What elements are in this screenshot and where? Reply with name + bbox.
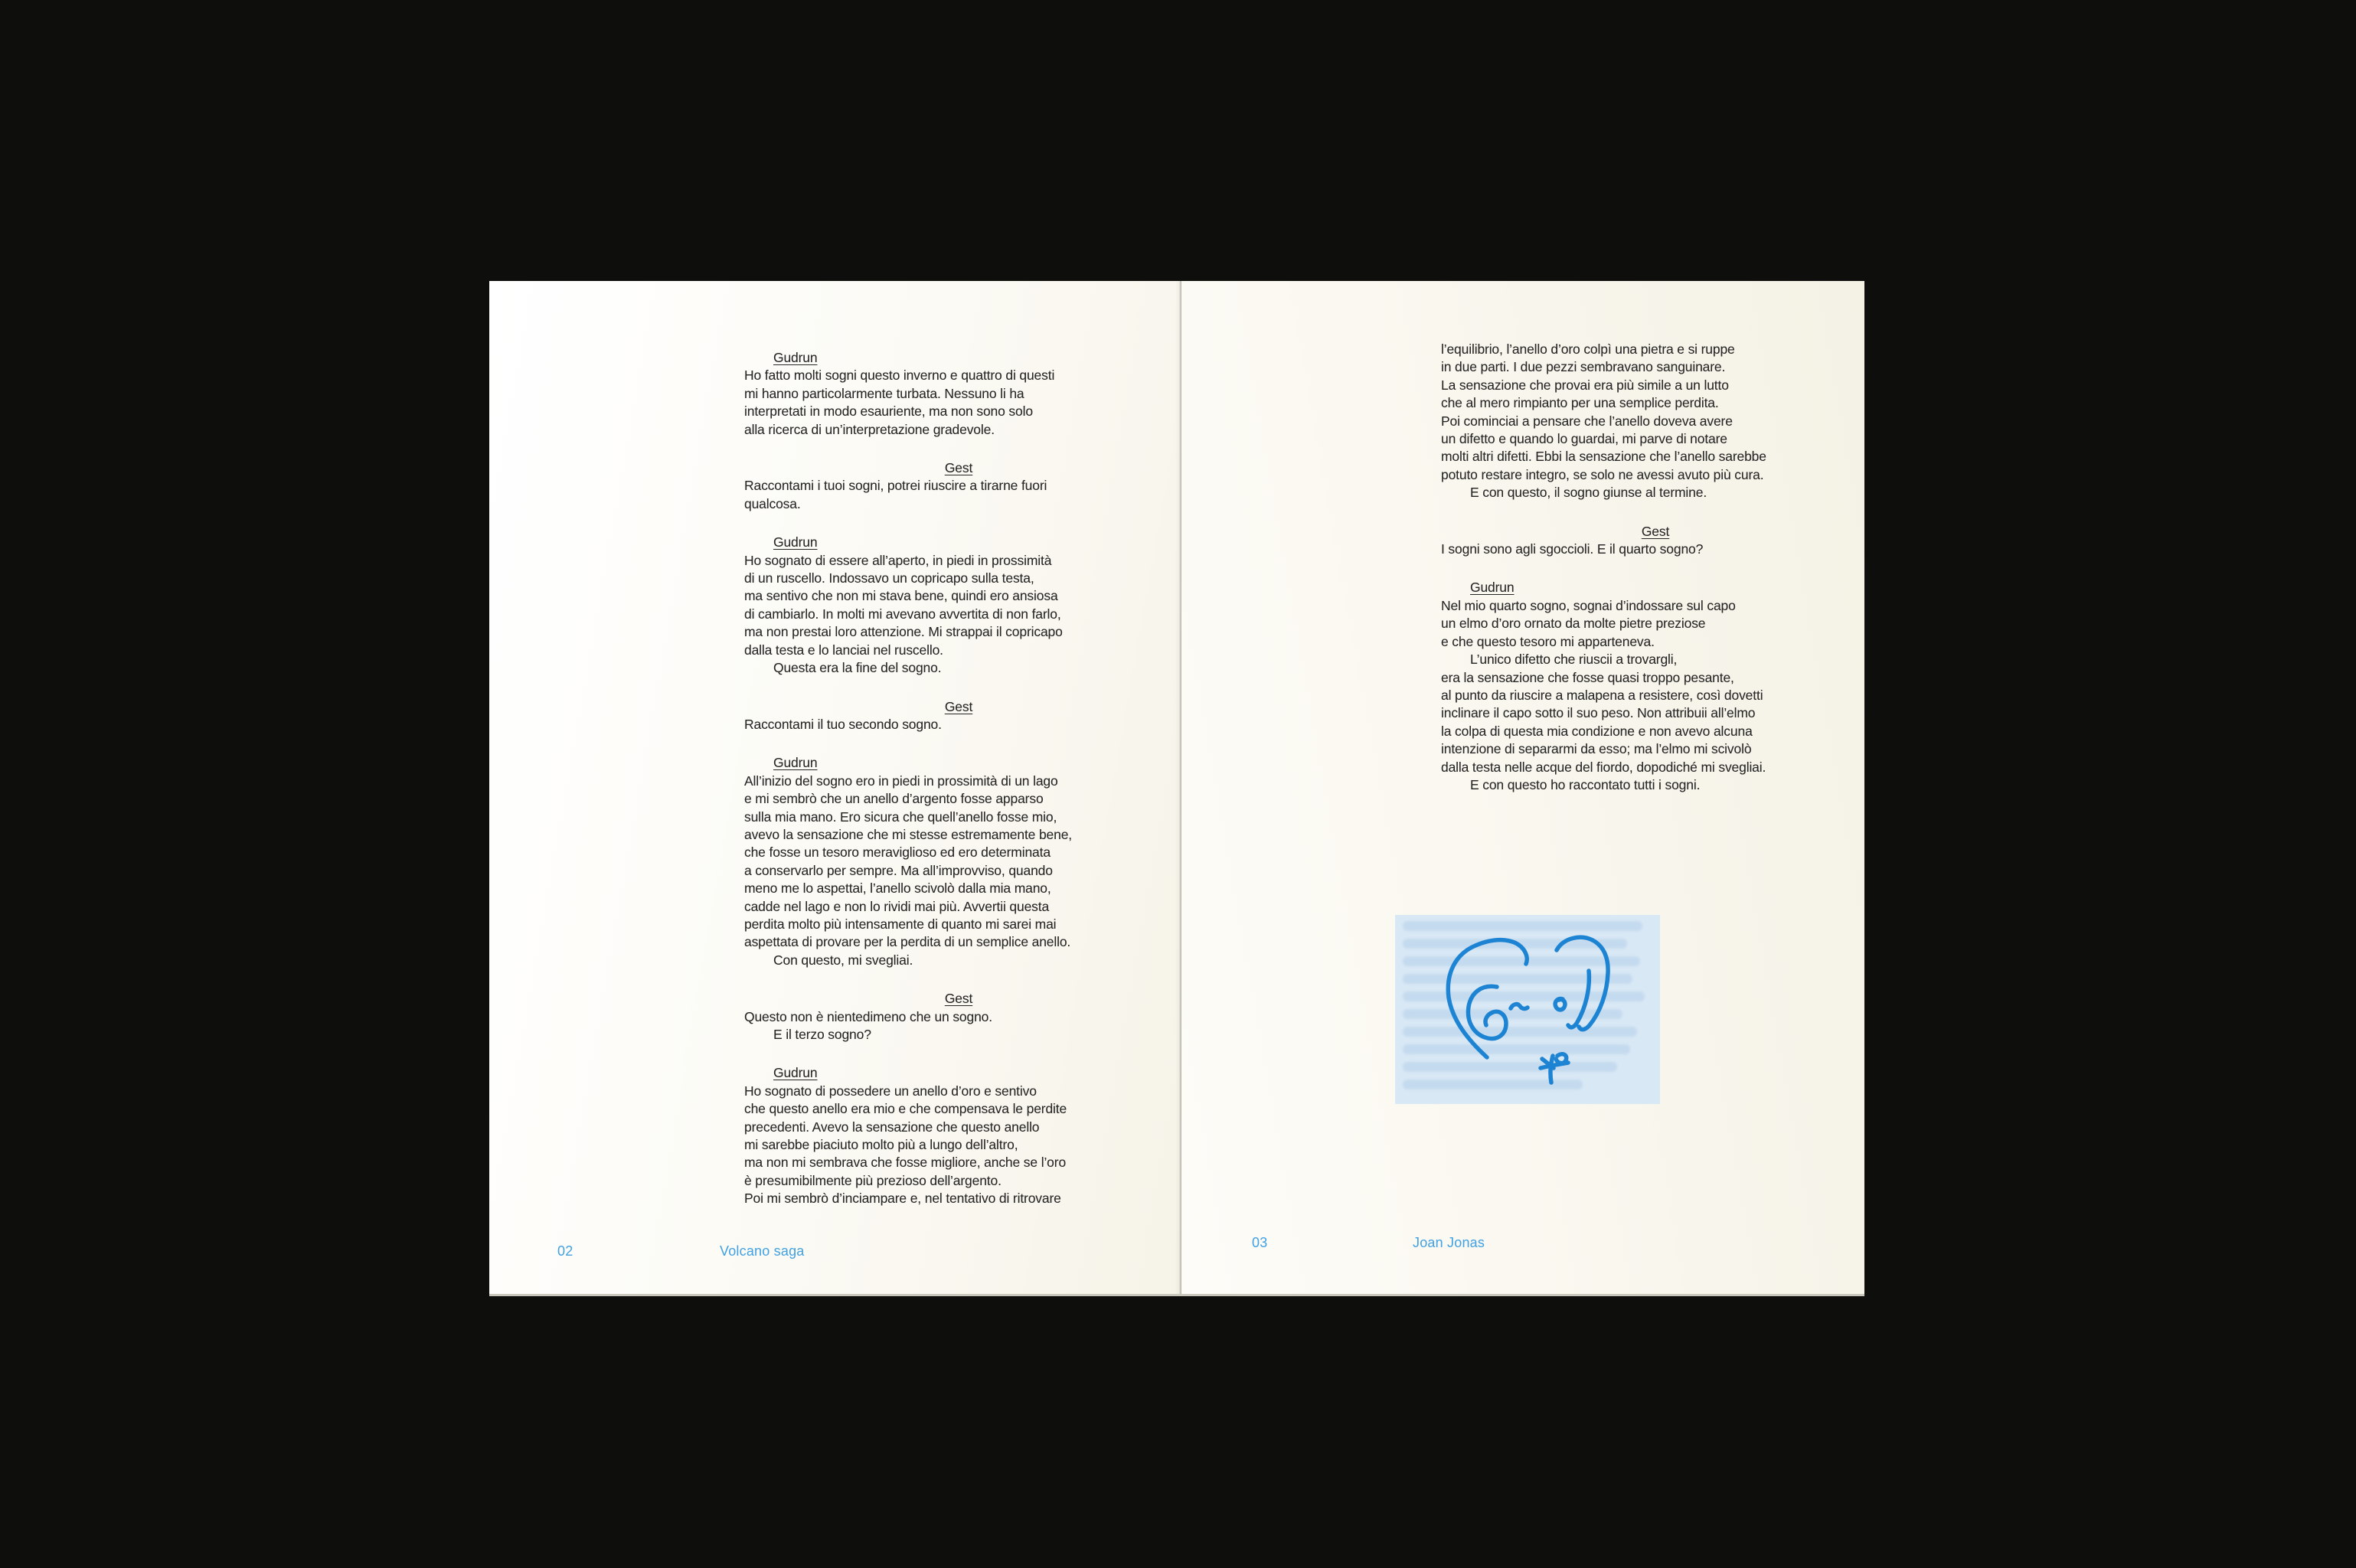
script-line: meno me lo aspettai, l’anello scivolò dalla mia mano, — [744, 880, 1051, 897]
speech-block — [744, 459, 1173, 513]
speaker-heading — [1441, 523, 1870, 541]
script-text-right — [1441, 341, 1870, 794]
script-line: precedenti. Avevo la sensazione che questo anello — [744, 1119, 1040, 1135]
script-line: ma non mi sembrava che fosse migliore, anche se l’oro — [744, 1155, 1067, 1171]
script-line: dalla testa e lo lanciai nel ruscello. — [744, 642, 943, 658]
script-line: I sogni sono agli sgoccioli. E il quarto sogno? — [1441, 541, 1704, 557]
speech-block — [744, 754, 1173, 969]
script-line: dalla testa nelle acque del fiordo, dopodiché mi svegliai. — [1441, 759, 1766, 775]
script-line: ma non prestai loro attenzione. Mi strappai il copricapo — [744, 624, 1063, 640]
speaker-name: Gudrun — [773, 1065, 818, 1081]
book-spread — [489, 281, 1864, 1296]
speech-block — [744, 534, 1173, 677]
script-line: che questo anello era mio e che compensava le perdite — [744, 1101, 1067, 1117]
script-line: mi sarebbe piaciuto molto più a lungo dell’altro, — [744, 1137, 1018, 1153]
speech-block — [744, 990, 1173, 1044]
script-line: in due parti. I due pezzi sembravano sanguinare. — [1441, 359, 1726, 375]
doodle-e-curl-eye — [1555, 999, 1565, 1010]
script-text-left — [744, 349, 1173, 1208]
script-line: inclinare il capo sotto il suo peso. Non attribuii all’elmo — [1441, 705, 1756, 721]
script-line: è presumibilmente più prezioso dell’argento. — [744, 1172, 1002, 1188]
script-line: un difetto e quando lo guardai, mi parve di notare — [1441, 431, 1727, 447]
script-line: e mi sembrò che un anello d’argento fosse apparso — [744, 791, 1044, 807]
doodle-left-ear-spiral — [1469, 986, 1506, 1038]
script-line: Raccontami il tuo secondo sogno. — [744, 716, 942, 732]
script-line: sulla mia mano. Ero sicura che quell’anello fosse mio, — [744, 808, 1057, 825]
speaker-name: Gudrun — [773, 534, 818, 550]
doodle-flower-curl — [1556, 1054, 1567, 1063]
speaker-heading — [773, 349, 1173, 367]
script-line: qualcosa. — [744, 495, 801, 511]
speaker-name: Gudrun — [773, 755, 818, 771]
speaker-name: Gudrun — [773, 350, 818, 365]
script-line: alla ricerca di un’interpretazione gradevole. — [744, 421, 995, 437]
speech-block — [744, 1064, 1173, 1207]
script-line: che al mero rimpianto per una semplice perdita. — [1441, 395, 1719, 411]
running-title: Volcano saga — [720, 1243, 805, 1259]
page-number: 02 — [557, 1243, 573, 1259]
speech-block — [744, 349, 1173, 439]
script-line: Poi mi sembrò d’inciampare e, nel tentativo di ritrovare — [744, 1191, 1061, 1207]
script-line: a conservarlo per sempre. Ma all’improvviso, quando — [744, 862, 1053, 878]
script-line: mi hanno particolarmente turbata. Nessuno li ha — [744, 385, 1024, 401]
script-line: l’equilibrio, l’anello d’oro colpì una pietra e si ruppe — [1441, 341, 1735, 357]
speaker-heading — [744, 459, 1173, 477]
speaker-heading — [744, 990, 1173, 1008]
speaker-heading — [1470, 579, 1870, 596]
script-line: L’unico difetto che riuscii a trovargli, — [1470, 652, 1678, 668]
script-line: molti altri difetti. Ebbi la sensazione che l’anello sarebbe — [1441, 449, 1766, 465]
script-line: potuto restare integro, se solo ne avessi avuto più cura. — [1441, 466, 1764, 482]
speech-block — [1441, 523, 1870, 559]
running-title: Joan Jonas — [1413, 1235, 1485, 1250]
page-number: 03 — [1252, 1235, 1268, 1250]
doodle-squiggle-eye — [1511, 1004, 1528, 1009]
script-line: Ho sognato di essere all’aperto, in piedi in prossimità — [744, 552, 1052, 568]
script-line: che fosse un tesoro meraviglioso ed ero determinata — [744, 844, 1051, 861]
script-line: era la sensazione che fosse quasi troppo pesante, — [1441, 669, 1734, 685]
script-line: La sensazione che provai era più simile a un lutto — [1441, 377, 1729, 393]
speaker-heading — [773, 1064, 1173, 1082]
sketch-panel — [1395, 915, 1660, 1104]
speech-block — [1441, 579, 1870, 794]
script-line: perdita molto più intensamente di quanto mi sarei mai — [744, 916, 1057, 932]
script-line: aspettata di provare per la perdita di un semplice anello. — [744, 934, 1071, 950]
script-line: Questa era la fine del sogno. — [773, 660, 942, 676]
script-line: All’inizio del sogno ero in piedi in prossimità di un lago — [744, 773, 1058, 789]
script-line: avevo la sensazione che mi stesse estremamente bene, — [744, 826, 1072, 842]
speaker-name: Gudrun — [1470, 580, 1515, 596]
speech-block — [1441, 341, 1870, 502]
script-line: E con questo, il sogno giunse al termine. — [1470, 485, 1707, 501]
speaker-name: Gest — [944, 460, 973, 476]
script-line: E con questo ho raccontato tutti i sogni. — [1470, 776, 1701, 792]
speaker-name: Gest — [1641, 523, 1670, 539]
script-line: la colpa di questa mia condizione e non avevo alcuna — [1441, 723, 1753, 739]
script-line: al punto da riuscire a malapena a resistere, così dovetti — [1441, 687, 1763, 703]
script-line: interpretati in modo esauriente, ma non sono solo — [744, 403, 1033, 420]
script-line: Raccontami i tuoi sogni, potrei riuscire a tirarne fuori — [744, 478, 1047, 494]
speaker-name: Gest — [944, 698, 973, 714]
heart-face-doodle-icon — [1395, 915, 1660, 1104]
page-right — [1181, 281, 1864, 1294]
script-line: un elmo d’oro ornato da molte pietre preziose — [1441, 616, 1706, 632]
script-line: ma sentivo che non mi stava bene, quindi ero ansiosa — [744, 588, 1058, 604]
script-line: Questo non è nientedimeno che un sogno. — [744, 1008, 992, 1024]
script-line: intenzione di separarmi da esso; ma l’elmo mi scivolò — [1441, 741, 1752, 757]
script-line: e che questo tesoro mi apparteneva. — [1441, 633, 1655, 649]
doodle-right-inner — [1568, 971, 1589, 1027]
script-line: Poi cominciai a pensare che l’anello doveva avere — [1441, 413, 1733, 429]
script-line: E il terzo sogno? — [773, 1027, 871, 1042]
script-line: Nel mio quarto sogno, sognai d’indossare sul capo — [1441, 597, 1736, 613]
page-left — [489, 281, 1181, 1294]
speaker-heading — [773, 534, 1173, 551]
script-line: di un ruscello. Indossavo un copricapo sulla testa, — [744, 570, 1034, 586]
script-line: Ho sognato di possedere un anello d’oro e sentivo — [744, 1083, 1037, 1099]
script-line: Ho fatto molti sogni questo inverno e quattro di questi — [744, 368, 1055, 384]
script-line: cadde nel lago e non lo rividi mai più. Avvertii questa — [744, 898, 1050, 914]
speech-block — [744, 698, 1173, 734]
script-line: di cambiarlo. In molti mi avevano avvertita di non farlo, — [744, 606, 1061, 622]
speaker-heading — [744, 698, 1173, 716]
script-line: Con questo, mi svegliai. — [773, 952, 913, 968]
speaker-heading — [773, 754, 1173, 772]
speaker-name: Gest — [944, 991, 973, 1007]
